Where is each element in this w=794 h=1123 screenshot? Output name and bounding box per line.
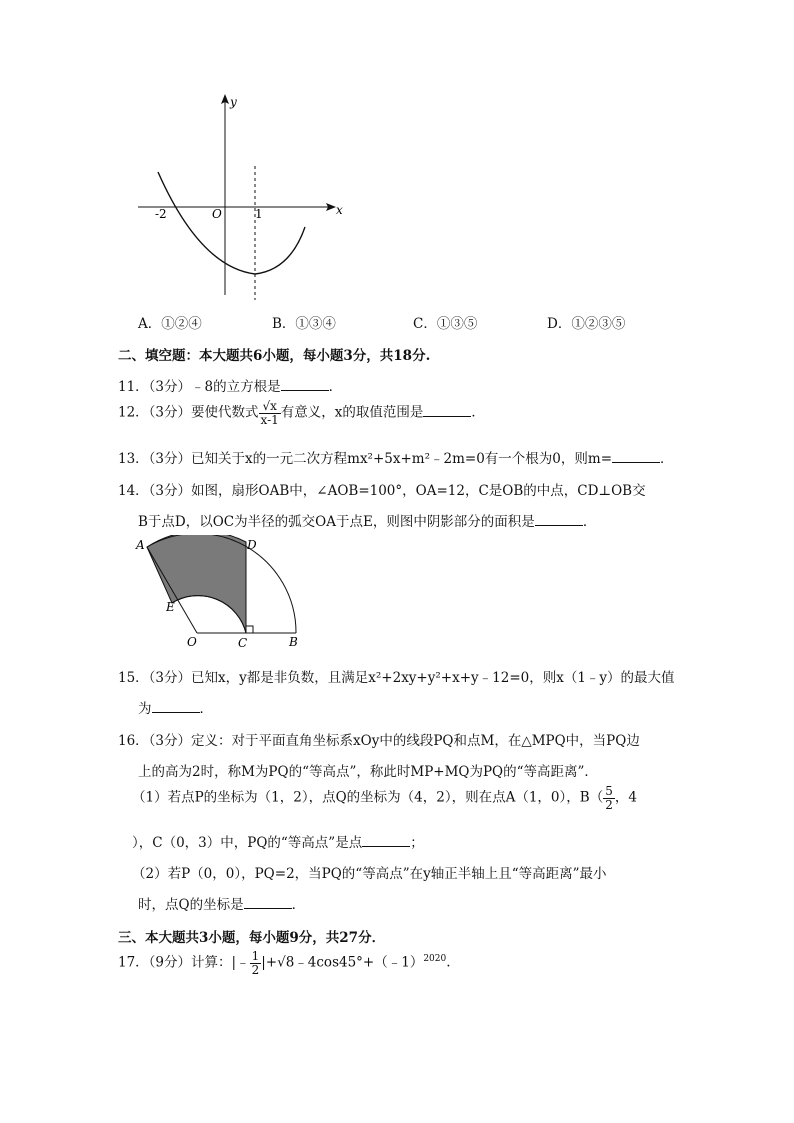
label-c: C — [238, 636, 248, 650]
q14-text-line1: 如图，扇形OAB中，∠AOB=100°，OA=12，C是OB的中点，CD⊥OB交 — [191, 483, 646, 499]
q17-fraction — [250, 950, 262, 976]
q16-frac-den: 2 — [605, 797, 613, 812]
q12-number: 12．（3分） — [118, 404, 192, 421]
q15-answer-blank[interactable] — [152, 700, 200, 713]
q14-answer-blank[interactable] — [535, 513, 583, 526]
q12-mid: 有意义，x的取值范围是 — [280, 404, 424, 421]
x-axis-label: x — [336, 203, 343, 217]
option-c: C．①③⑤ — [413, 316, 478, 332]
question-14-line2 — [138, 510, 596, 530]
right-angle-mark — [246, 626, 253, 633]
q12-answer-blank[interactable] — [423, 404, 471, 417]
origin-label: O — [212, 207, 222, 221]
question-16-line1 — [118, 729, 640, 749]
q12-frac-num: √x — [259, 400, 281, 414]
q12-pre: 要使代数式 — [191, 404, 259, 421]
label-a: A — [136, 538, 145, 552]
option-a: A．①②④ — [138, 316, 202, 332]
q11-number: 11．（3分） — [118, 379, 192, 395]
q16-part1-answer-blank[interactable] — [362, 834, 410, 847]
tick-label-1: 1 — [255, 207, 263, 221]
label-b: B — [289, 635, 298, 649]
question-12 — [118, 400, 485, 426]
label-e: E — [166, 600, 175, 614]
section3-title: 三、本大题共3小题，每小题9分，共27分． — [118, 930, 386, 946]
section2-title: 二、填空题：本大题共6小题，每小题3分，共18分. — [118, 348, 431, 364]
question-16-part1 — [132, 785, 637, 811]
q16-part1-fraction — [603, 785, 615, 811]
q11-answer-blank[interactable] — [281, 378, 329, 391]
question-13 — [118, 447, 674, 467]
q11-end: ． — [328, 379, 343, 395]
q16-number: 16．（3分） — [118, 733, 192, 749]
q13-text: 已知关于x的一元二次方程mx²+5x+m²﹣2m=0有一个根为0，则m= — [191, 451, 613, 467]
question-16-line2: 上的高为2时，称M为PQ的“等高点”，称此时MP+MQ为PQ的“等高距离”． — [138, 764, 598, 780]
q15-end: ． — [199, 701, 213, 717]
q11-text: ﹣8的立方根是 — [191, 379, 281, 395]
q14-text-line2: B于点D，以OC为半径的弧交OA于点E，则图中阴影部分的面积是 — [138, 514, 535, 530]
q15-text-line2: 为 — [138, 701, 152, 717]
q15-number: 15．（3分） — [118, 670, 192, 686]
parabola-curve — [158, 172, 305, 274]
q17-frac-num: 1 — [251, 949, 260, 963]
question-15-line2 — [138, 697, 213, 717]
q17-exponent: 2020 — [423, 954, 447, 965]
q12-end: ． — [471, 404, 485, 421]
q16-text-line1: 定义：对于平面直角坐标系xOy中的线段PQ和点M，在△MPQ中，当PQ边 — [191, 733, 640, 749]
q16-part2-answer-blank[interactable] — [244, 896, 292, 909]
q17-post: |+√8﹣4cos45°+（﹣1） — [261, 954, 424, 971]
q14-end: ． — [582, 514, 597, 530]
question-14-line1 — [118, 479, 646, 499]
q16-part1-text-b: ，4 — [614, 789, 637, 806]
question-16-part2: （2）若P（0，0），PQ=2，当PQ的“等高点”在y轴正半轴上且“等高距离”最小 — [132, 866, 607, 882]
q17-frac-den: 2 — [251, 962, 260, 977]
question-11 — [118, 375, 342, 395]
q13-number: 13．（3分） — [118, 451, 192, 467]
q16-part2-text-b: 时，点Q的坐标是 — [138, 897, 244, 913]
q16-part2-end: ． — [291, 897, 306, 913]
q16-part1-text-a: （1）若点P的坐标为（1，2），点Q的坐标为（4，2），则在点A（1，0），B（ — [132, 789, 604, 806]
shaded-region — [147, 535, 246, 633]
sector-figure — [130, 535, 310, 653]
q16-part1-end: ； — [410, 835, 424, 851]
q17-pre: 计算：|﹣ — [191, 954, 250, 971]
tick-label-neg2: -2 — [155, 207, 167, 221]
label-o: O — [187, 635, 197, 649]
parabola-graph — [130, 90, 360, 305]
q13-answer-blank[interactable] — [612, 450, 660, 463]
q16-part1-text-c: ），C（0，3）中，PQ的“等高点”是点 — [132, 835, 363, 851]
question-17 — [118, 950, 451, 976]
y-axis-label: y — [230, 95, 237, 109]
q12-fraction — [259, 400, 281, 426]
q15-text-line1: 已知x，y都是非负数，且满足x²+2xy+y²+x+y﹣12=0，则x（1﹣y）的最大值 — [191, 670, 675, 686]
q16-frac-num: 5 — [605, 784, 613, 798]
q14-number: 14．（3分） — [118, 483, 192, 499]
q12-frac-den: x-1 — [260, 412, 279, 427]
question-15-line1 — [118, 666, 675, 686]
q17-end: . — [446, 954, 451, 971]
label-d: D — [247, 538, 257, 552]
option-d: D．①②③⑤ — [547, 316, 626, 332]
option-b: B．①③④ — [272, 316, 336, 332]
q17-number: 17．（9分） — [118, 954, 192, 971]
q13-end: ． — [660, 451, 674, 467]
question-16-part1-cont — [132, 831, 424, 851]
question-16-part2-cont — [138, 893, 305, 913]
